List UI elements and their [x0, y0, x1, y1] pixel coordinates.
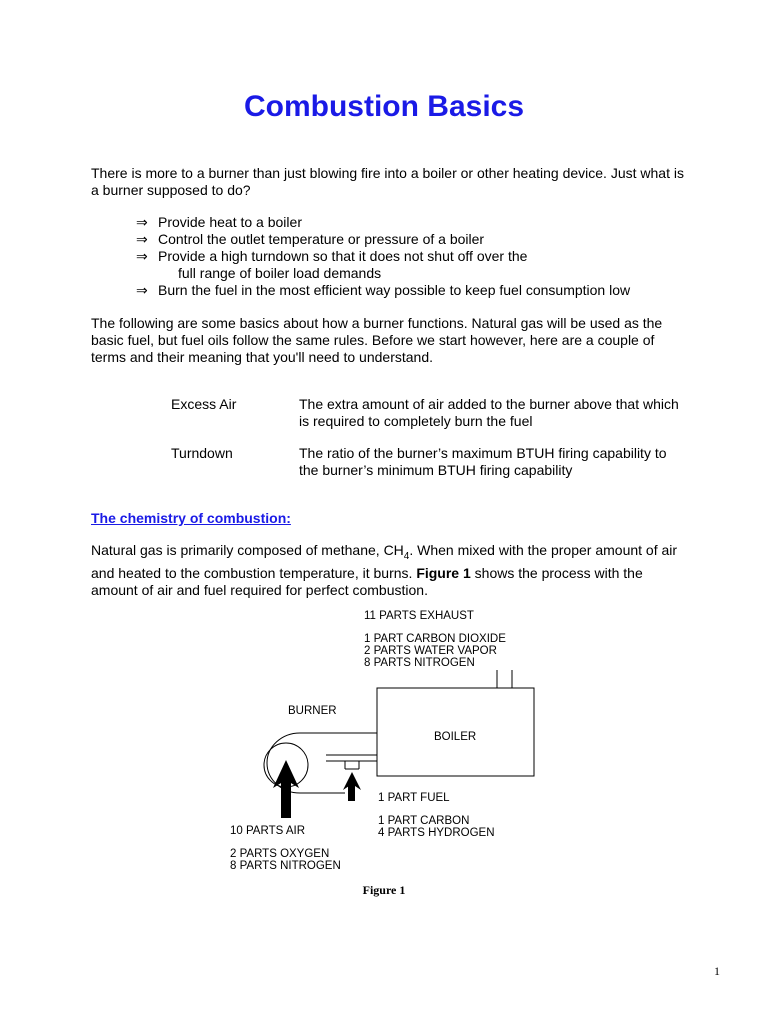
section-heading-link[interactable]: The chemistry of combustion: [91, 510, 291, 526]
list-item: ⇒ Burn the fuel in the most efficient way possible to keep fuel consumption low [136, 282, 631, 298]
definition-turndown: The ratio of the burner’s maximum BTUH firing capability to the burner’s minimum BTUH firing capability [299, 445, 667, 478]
exhaust-title-label: 11 PARTS EXHAUST [364, 610, 474, 622]
page-title: Combustion Basics [243, 90, 525, 123]
list-item: ⇒ Control the outlet temperature or pressure of a boiler [136, 231, 485, 247]
burner-label: BURNER [288, 705, 337, 717]
fuel-pipe [326, 755, 377, 769]
list-item: ⇒ Provide a high turndown so that it does not shut off over the full range of boiler load demands [136, 248, 528, 281]
arrow-icon: ⇒ [136, 214, 148, 230]
fuel-composition-label: 1 PART CARBON 4 PARTS HYDROGEN [378, 815, 495, 839]
exhaust-stack [497, 670, 512, 688]
air-title-label: 10 PARTS AIR [230, 825, 305, 837]
air-composition-label: 2 PARTS OXYGEN 8 PARTS NITROGEN [230, 848, 341, 872]
functions-paragraph: The following are some basics about how a burner functions. Natural gas will be used as the basic fuel, but fuel oils follow the same rules. Before we start however, here are a couple of terms and their meaning that you'll need to understand. [91, 315, 663, 365]
figure-caption: Figure 1 [362, 883, 406, 897]
exhaust-composition-label: 1 PART CARBON DIOXIDE 2 PARTS WATER VAPOR 8 PARTS NITROGEN [364, 633, 506, 669]
definition-excess-air: The extra amount of air added to the burner above that which is required to completely burn the fuel [299, 396, 679, 429]
arrow-icon: ⇒ [136, 231, 148, 247]
arrow-icon: ⇒ [136, 248, 148, 264]
fuel-title-label: 1 PART FUEL [378, 792, 450, 804]
term-excess-air: Excess Air [171, 396, 237, 412]
burner-housing [264, 733, 377, 793]
boiler-label: BOILER [434, 731, 477, 743]
page-number: 1 [714, 964, 720, 978]
term-turndown: Turndown [171, 445, 233, 461]
chemistry-paragraph: Natural gas is primarily composed of methane, $CH_4$. When mixed with the proper amount of air and heated to the combustion temperature, it burns. Figure 1 shows the process with the amount of air and fuel required for perfect combustion. [91, 542, 678, 598]
list-item: ⇒ Provide heat to a boiler [136, 214, 302, 230]
arrow-icon: ⇒ [136, 282, 148, 298]
air-arrow-icon [273, 760, 299, 818]
intro-paragraph: There is more to a burner than just blowing fire into a boiler or other heating device. Just what is a burner supposed to do? [91, 165, 684, 198]
fuel-arrow-icon [343, 772, 361, 801]
